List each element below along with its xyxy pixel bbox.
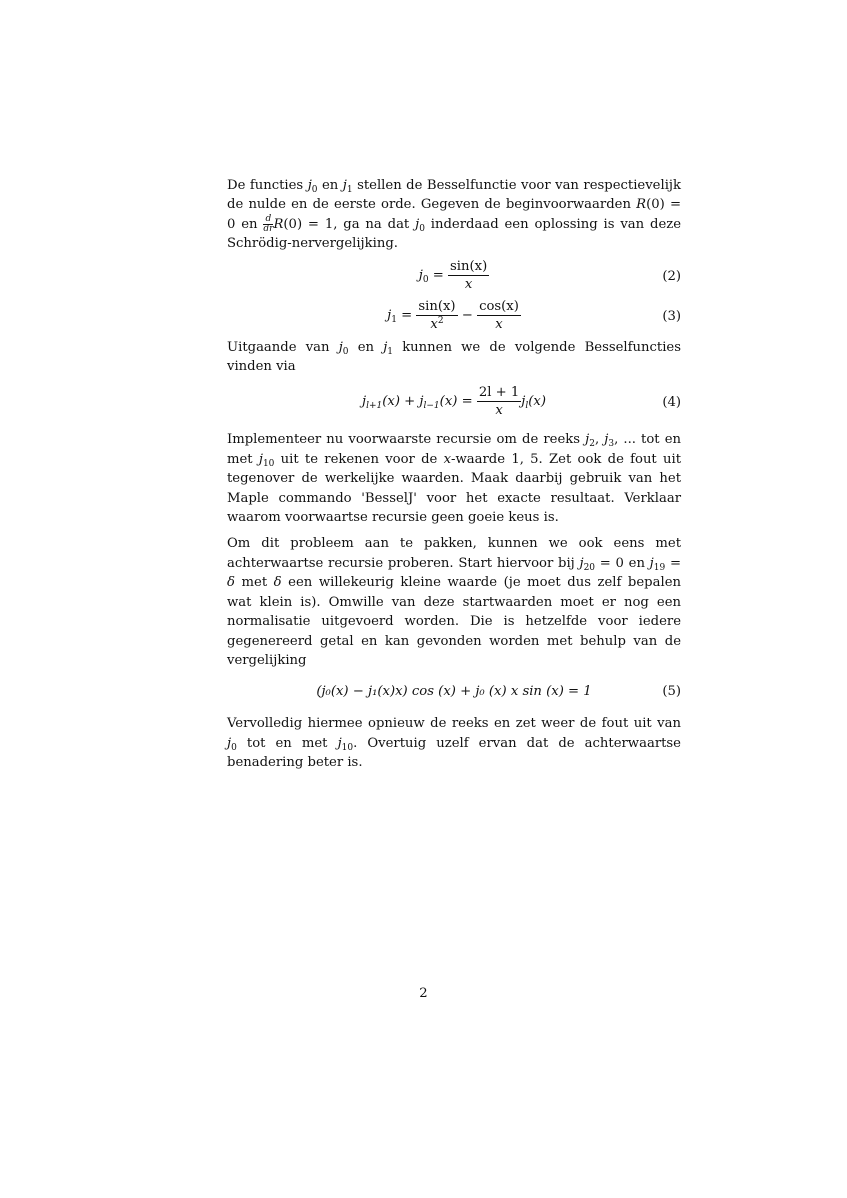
paragraph-conclusion: Vervolledig hiermee opnieuw de reeks en zet weer de fout uit van $j_0$ tot en met $j_{10}$. Overtuig uzelf ervan dat de achterwaartse benadering beter is. — [227, 716, 681, 771]
equation-5: (j₀(x) − j₁(x)x) cos (x) + j₀ (x) x sin (x) = 1 (5) — [227, 680, 681, 710]
equation-5-label: (5) — [662, 684, 681, 700]
paragraph-backward-recursion: Om dit probleem aan te pakken, kunnen we ook eens met achterwaartse recursie proberen. Start hiervoor bij $j_{20} = 0$ en $j_{19} = \delta$ met δ een willekeurig kleine waarde (je moet dus zelf bepalen wat klein is). Omwille van deze startwaarden moet er nog een normalisatie uitgevoerd worden. Die is hetzelfde voor iedere gegenereerd getal en kan gevonden worden met behulp van de vergelijking — [227, 536, 681, 668]
paragraph-forward-recursion: Implementeer nu voorwaarste recursie om de reeks $j_2$, $j_3$, ... tot en met $j_{10}$ uit te rekenen voor de x-waarde 1, 5. Zet ook de fout uit tegenover de werkelijke waarden. Maak daarbij gebruik van het Maple commando 'BesselJ' voor het exacte resultaat. Verklaar waarom voorwaartse recursie geen goeie keus is. — [227, 432, 681, 526]
page-body — [227, 176, 681, 773]
paragraph-bessel-intro: De functies $j_0$ en $j_1$ stellen de Besselfunctie voor van respectievelijk de nulde en de eerste orde. Gegeven de beginvoorwaarden R(0) = 0 en $\frac{d}{dr}$ R(0) = 1, ga na dat $j_0$ inderdaad een oplossing is van deze Schrödig-nervergelijking. — [227, 178, 682, 252]
derivative-fraction: $\frac{d}{dr}$ — [263, 213, 274, 234]
equation-4-label: (4) — [662, 395, 681, 411]
equation-2-label: (2) — [662, 268, 681, 284]
paragraph-recursion-intro: Uitgaande van $j_0$ en $j_1$ kunnen we de volgende Besselfuncties vinden via — [227, 339, 681, 375]
equation-3: $j_1$ = $\frac{\sin(x)}{x^2}$ − $\frac{\cos(x)}{x}$ (3) — [387, 298, 681, 332]
equation-4: $j_{l+1}(x) + j_{l-1}(x)$ = $\frac{2l + 1}{x}$ $j_l(x)$ (4) — [362, 385, 681, 419]
equation-3-label: (3) — [662, 308, 681, 324]
equation-2: $j_0$ = $\frac{\sin(x)}{x}$ (2) — [418, 258, 681, 292]
page-number: 2 — [419, 986, 428, 1001]
